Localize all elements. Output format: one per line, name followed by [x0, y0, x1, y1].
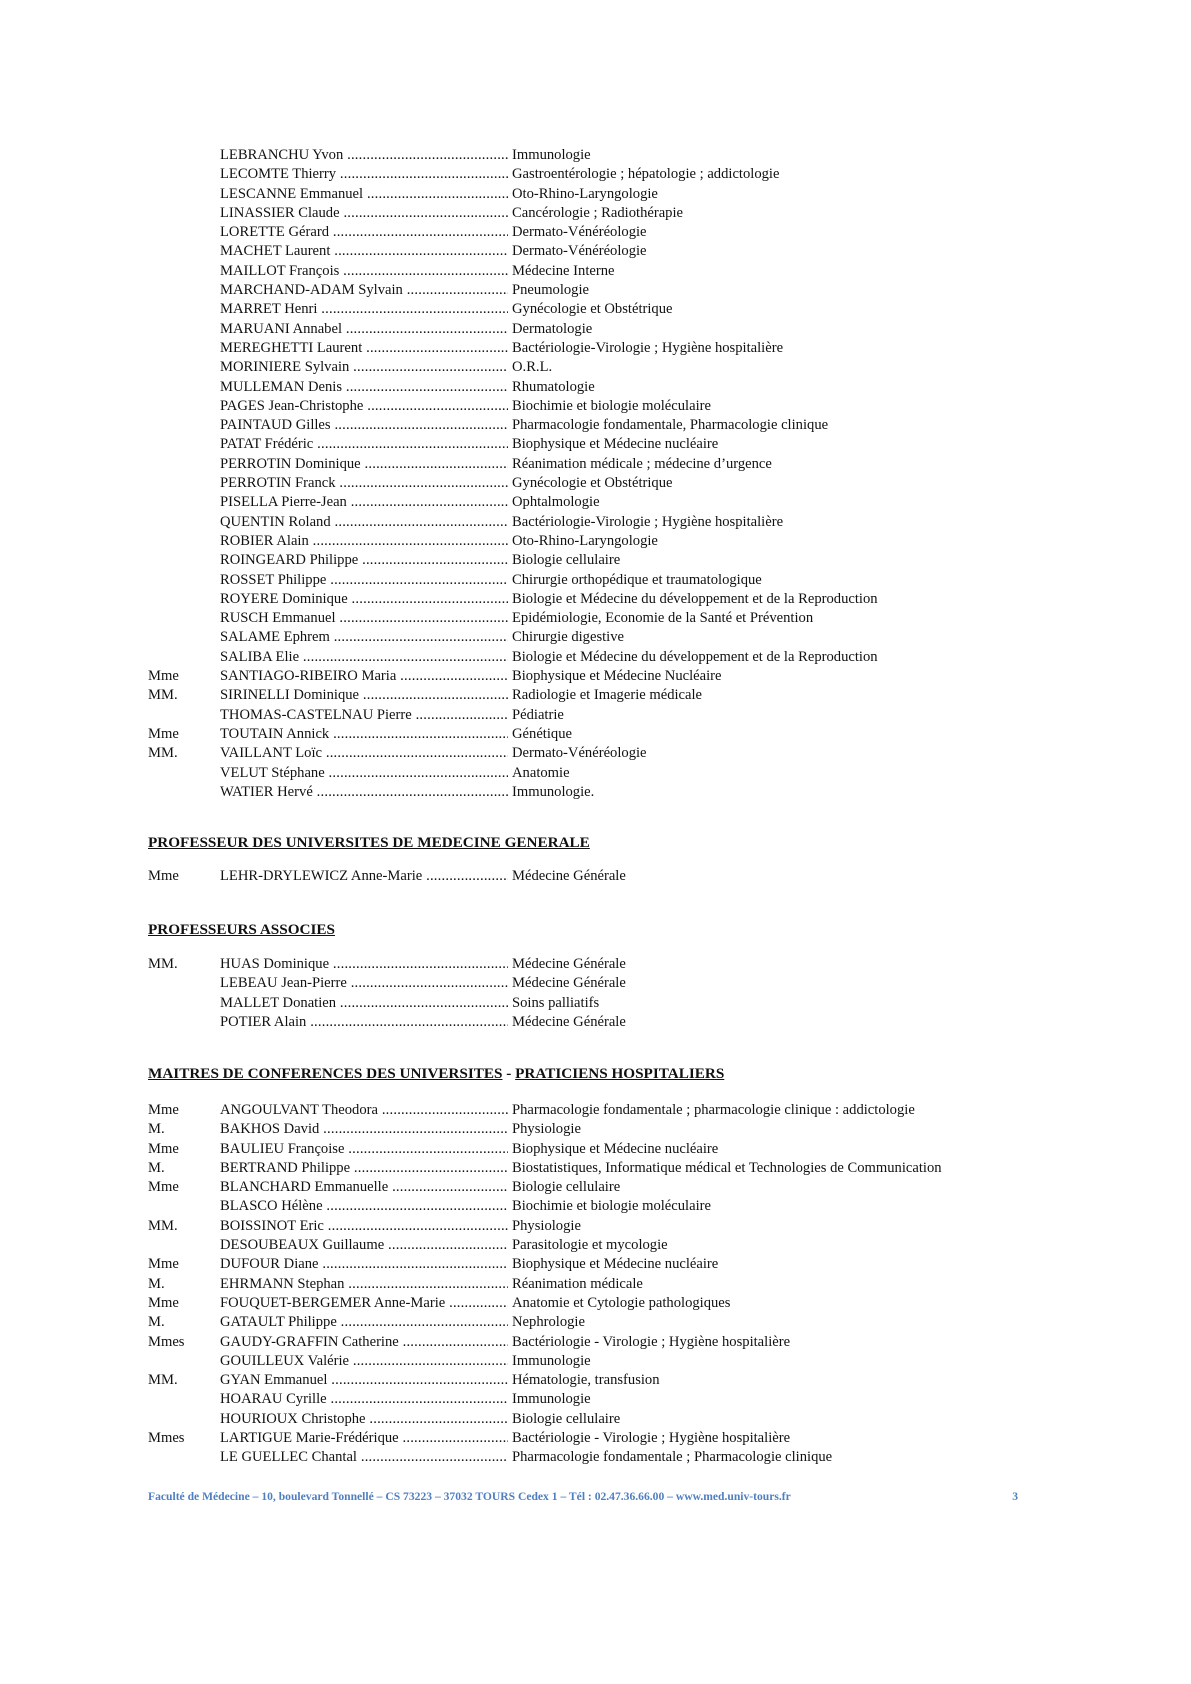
list-item	[148, 609, 1048, 628]
person-name: LECOMTE Thierry .....	[220, 165, 508, 184]
list-item	[148, 974, 1048, 993]
person-name: PATAT Frédéric .....	[220, 435, 508, 454]
person-name: ROINGEARD Philippe .....	[220, 551, 508, 570]
specialty: Physiologie	[512, 1217, 581, 1234]
list-item	[148, 1410, 1048, 1429]
list-item	[148, 648, 1048, 667]
professor-list	[148, 146, 1048, 802]
specialty: Biophysique et Médecine nucléaire	[512, 1256, 719, 1273]
heading-separator: -	[502, 1065, 516, 1082]
honorific: MM.	[148, 1217, 178, 1234]
specialty: Chirurgie digestive	[512, 629, 625, 646]
specialty: Biochimie et biologie moléculaire	[512, 397, 711, 414]
list-item	[148, 1013, 1048, 1032]
specialty: Biophysique et Médecine nucléaire	[512, 436, 719, 453]
specialty: Biostatistiques, Informatique médical et Technologies de Communication	[512, 1159, 942, 1176]
specialty: Réanimation médicale	[512, 1275, 643, 1292]
associate-professor-list	[148, 955, 1048, 1032]
medecine-generale-list	[148, 867, 1048, 886]
specialty: Immunologie.	[512, 783, 595, 800]
list-item	[148, 1294, 1048, 1313]
list-item	[148, 358, 1048, 377]
list-item	[148, 1255, 1048, 1274]
person-name: ROYERE Dominique .....	[220, 590, 508, 609]
person-name: QUENTIN Roland .....	[220, 513, 508, 532]
list-item	[148, 1275, 1048, 1294]
honorific: Mme	[148, 668, 179, 685]
person-name: GATAULT Philippe .....	[220, 1313, 508, 1332]
list-item	[148, 1120, 1048, 1139]
person-name: MARCHAND-ADAM Sylvain .....	[220, 281, 508, 300]
list-item	[148, 416, 1048, 435]
specialty: Biologie cellulaire	[512, 1410, 621, 1427]
section-heading-professeurs-associes	[148, 921, 335, 939]
specialty: Génétique	[512, 725, 572, 742]
honorific: Mmes	[148, 1430, 185, 1447]
list-item	[148, 300, 1048, 319]
list-item	[148, 783, 1048, 802]
person-name: HUAS Dominique .....	[220, 955, 508, 974]
list-item	[148, 1101, 1048, 1120]
specialty: Anatomie	[512, 764, 570, 781]
person-name: THOMAS-CASTELNAU Pierre .....	[220, 706, 508, 725]
specialty: Réanimation médicale ; médecine d’urgence	[512, 455, 772, 472]
specialty: Immunologie	[512, 1352, 591, 1369]
person-name: ROBIER Alain .....	[220, 532, 508, 551]
specialty: Biologie cellulaire	[512, 1179, 621, 1196]
person-name: MORINIERE Sylvain .....	[220, 358, 508, 377]
honorific: MM.	[148, 1372, 178, 1389]
specialty: Pneumologie	[512, 282, 590, 299]
list-item	[148, 867, 1048, 886]
person-name: POTIER Alain .....	[220, 1013, 508, 1032]
specialty: Médecine Interne	[512, 262, 615, 279]
list-item	[148, 223, 1048, 242]
person-name: LEHR-DRYLEWICZ Anne-Marie .....	[220, 867, 508, 886]
honorific: MM.	[148, 745, 178, 762]
honorific: Mme	[148, 1256, 179, 1273]
specialty: Biologie et Médecine du développement et de la Reproduction	[512, 648, 878, 665]
list-item	[148, 397, 1048, 416]
list-item	[148, 1352, 1048, 1371]
footer-address: Faculté de Médecine – 10, boulevard Tonnellé – CS 73223 – 37032 TOURS Cedex 1 – Tél : 02.47.36.66.00 – www.med.univ-tours.fr	[148, 1490, 791, 1503]
person-name: BAULIEU Françoise .....	[220, 1140, 508, 1159]
specialty: Biologie et Médecine du développement et de la Reproduction	[512, 590, 878, 607]
heading-text: PROFESSEURS ASSOCIES	[148, 921, 335, 938]
honorific: M.	[148, 1121, 165, 1138]
person-name: MAILLOT François .....	[220, 262, 508, 281]
specialty: Hématologie, transfusion	[512, 1372, 660, 1389]
specialty: Pharmacologie fondamentale ; Pharmacologie clinique	[512, 1449, 833, 1466]
person-name: LEBRANCHU Yvon .....	[220, 146, 508, 165]
list-item	[148, 435, 1048, 454]
list-item	[148, 1236, 1048, 1255]
specialty: Gastroentérologie ; hépatologie ; addictologie	[512, 166, 780, 183]
specialty: Cancérologie ; Radiothérapie	[512, 204, 684, 221]
specialty: Rhumatologie	[512, 378, 595, 395]
list-item	[148, 185, 1048, 204]
specialty: O.R.L.	[512, 359, 553, 376]
specialty: Dermato-Vénéréologie	[512, 243, 647, 260]
list-item	[148, 146, 1048, 165]
person-name: ANGOULVANT Theodora .....	[220, 1101, 508, 1120]
list-item	[148, 493, 1048, 512]
list-item	[148, 455, 1048, 474]
honorific: M.	[148, 1275, 165, 1292]
list-item	[148, 1313, 1048, 1332]
specialty: Bactériologie - Virologie ; Hygiène hospitalière	[512, 1333, 791, 1350]
person-name: LARTIGUE Marie-Frédérique .....	[220, 1429, 508, 1448]
list-item	[148, 1371, 1048, 1390]
person-name: MARUANI Annabel .....	[220, 320, 508, 339]
person-name: DUFOUR Diane .....	[220, 1255, 508, 1274]
person-name: SALIBA Elie .....	[220, 648, 508, 667]
person-name: LINASSIER Claude .....	[220, 204, 508, 223]
person-name: GOUILLEUX Valérie .....	[220, 1352, 508, 1371]
specialty: Dermato-Vénéréologie	[512, 224, 647, 241]
list-item	[148, 667, 1048, 686]
heading-text: PROFESSEUR DES UNIVERSITES DE MEDECINE GENERALE	[148, 834, 590, 851]
heading-part-1: MAITRES DE CONFERENCES DES UNIVERSITES	[148, 1065, 503, 1082]
person-name: DESOUBEAUX Guillaume .....	[220, 1236, 508, 1255]
list-item	[148, 955, 1048, 974]
specialty: Dermato-Vénéréologie	[512, 745, 647, 762]
specialty: Médecine Générale	[512, 975, 626, 992]
specialty: Ophtalmologie	[512, 494, 600, 511]
specialty: Médecine Générale	[512, 956, 626, 972]
specialty: Médecine Générale	[512, 1013, 626, 1030]
honorific: Mme	[148, 1179, 179, 1196]
list-item	[148, 1390, 1048, 1409]
list-item	[148, 513, 1048, 532]
person-name: SANTIAGO-RIBEIRO Maria .....	[220, 667, 508, 686]
specialty: Immunologie	[512, 147, 591, 163]
person-name: LORETTE Gérard .....	[220, 223, 508, 242]
person-name: MULLEMAN Denis .....	[220, 378, 508, 397]
person-name: ROSSET Philippe .....	[220, 571, 508, 590]
specialty: Biochimie et biologie moléculaire	[512, 1198, 711, 1215]
list-item	[148, 281, 1048, 300]
specialty: Dermatologie	[512, 320, 593, 337]
specialty: Biophysique et Médecine nucléaire	[512, 1140, 719, 1157]
list-item	[148, 262, 1048, 281]
list-item	[148, 628, 1048, 647]
specialty: Bactériologie-Virologie ; Hygiène hospitalière	[512, 339, 784, 356]
specialty: Biologie cellulaire	[512, 552, 621, 569]
person-name: LESCANNE Emmanuel .....	[220, 185, 508, 204]
list-item	[148, 1178, 1048, 1197]
specialty: Bactériologie - Virologie ; Hygiène hospitalière	[512, 1430, 791, 1447]
specialty: Pharmacologie fondamentale, Pharmacologie clinique	[512, 417, 829, 434]
honorific: Mme	[148, 725, 179, 742]
person-name: MALLET Donatien .....	[220, 994, 508, 1013]
person-name: PERROTIN Dominique .....	[220, 455, 508, 474]
person-name: FOUQUET-BERGEMER Anne-Marie .....	[220, 1294, 508, 1313]
list-item	[148, 1159, 1048, 1178]
honorific: MM.	[148, 687, 178, 704]
specialty: Pharmacologie fondamentale ; pharmacologie clinique : addictologie	[512, 1102, 915, 1118]
person-name: EHRMANN Stephan .....	[220, 1275, 508, 1294]
list-item	[148, 764, 1048, 783]
specialty: Gynécologie et Obstétrique	[512, 475, 673, 492]
person-name: LE GUELLEC Chantal .....	[220, 1448, 508, 1467]
page-footer	[148, 1490, 1018, 1503]
list-item	[148, 532, 1048, 551]
person-name: TOUTAIN Annick .....	[220, 725, 508, 744]
specialty: Epidémiologie, Economie de la Santé et Prévention	[512, 610, 814, 627]
list-item	[148, 320, 1048, 339]
section-heading-medecine-generale	[148, 834, 590, 852]
person-name: WATIER Hervé .....	[220, 783, 508, 802]
honorific: Mme	[148, 1294, 179, 1311]
list-item	[148, 686, 1048, 705]
person-name: BERTRAND Philippe .....	[220, 1159, 508, 1178]
person-name: PERROTIN Franck .....	[220, 474, 508, 493]
specialty: Physiologie	[512, 1121, 581, 1138]
person-name: VAILLANT Loïc .....	[220, 744, 508, 763]
list-item	[148, 1333, 1048, 1352]
page-number: 3	[1012, 1490, 1018, 1503]
list-item	[148, 725, 1048, 744]
specialty: Parasitologie et mycologie	[512, 1237, 668, 1254]
honorific: MM.	[148, 956, 178, 972]
person-name: VELUT Stéphane .....	[220, 764, 508, 783]
list-item	[148, 1140, 1048, 1159]
honorific: Mme	[148, 868, 179, 884]
list-item	[148, 242, 1048, 261]
specialty: Chirurgie orthopédique et traumatologique	[512, 571, 762, 588]
honorific: M.	[148, 1159, 165, 1176]
person-name: MEREGHETTI Laurent .....	[220, 339, 508, 358]
list-item	[148, 165, 1048, 184]
specialty: Radiologie et Imagerie médicale	[512, 687, 703, 704]
honorific: Mme	[148, 1102, 179, 1118]
person-name: GYAN Emmanuel .....	[220, 1371, 508, 1390]
list-item	[148, 1429, 1048, 1448]
lecturer-list	[148, 1101, 1048, 1468]
person-name: BAKHOS David .....	[220, 1120, 508, 1139]
person-name: HOURIOUX Christophe .....	[220, 1410, 508, 1429]
list-item	[148, 378, 1048, 397]
section-heading-maitres-de-conferences	[148, 1065, 724, 1083]
person-name: LEBEAU Jean-Pierre .....	[220, 974, 508, 993]
list-item	[148, 994, 1048, 1013]
list-item	[148, 744, 1048, 763]
specialty: Médecine Générale	[512, 868, 626, 884]
person-name: MARRET Henri .....	[220, 300, 508, 319]
list-item	[148, 1448, 1048, 1467]
specialty: Pédiatrie	[512, 706, 564, 723]
person-name: BLANCHARD Emmanuelle .....	[220, 1178, 508, 1197]
list-item	[148, 571, 1048, 590]
person-name: PAGES Jean-Christophe .....	[220, 397, 508, 416]
person-name: MACHET Laurent .....	[220, 242, 508, 261]
specialty: Nephrologie	[512, 1314, 585, 1331]
specialty: Biophysique et Médecine Nucléaire	[512, 668, 722, 685]
honorific: Mme	[148, 1140, 179, 1157]
list-item	[148, 590, 1048, 609]
person-name: RUSCH Emmanuel .....	[220, 609, 508, 628]
honorific: Mmes	[148, 1333, 185, 1350]
list-item	[148, 204, 1048, 223]
person-name: SIRINELLI Dominique .....	[220, 686, 508, 705]
list-item	[148, 706, 1048, 725]
heading-part-2: PRATICIENS HOSPITALIERS	[515, 1065, 725, 1082]
honorific: M.	[148, 1314, 165, 1331]
person-name: BLASCO Hélène .....	[220, 1197, 508, 1216]
person-name: PAINTAUD Gilles .....	[220, 416, 508, 435]
list-item	[148, 551, 1048, 570]
specialty: Soins palliatifs	[512, 994, 600, 1011]
person-name: HOARAU Cyrille .....	[220, 1390, 508, 1409]
list-item	[148, 1197, 1048, 1216]
specialty: Immunologie	[512, 1391, 591, 1408]
specialty: Bactériologie-Virologie ; Hygiène hospitalière	[512, 513, 784, 530]
specialty: Oto-Rhino-Laryngologie	[512, 185, 658, 202]
person-name: BOISSINOT Eric .....	[220, 1217, 508, 1236]
list-item	[148, 339, 1048, 358]
list-item	[148, 474, 1048, 493]
specialty: Oto-Rhino-Laryngologie	[512, 532, 658, 549]
person-name: GAUDY-GRAFFIN Catherine .....	[220, 1333, 508, 1352]
person-name: PISELLA Pierre-Jean .....	[220, 493, 508, 512]
list-item	[148, 1217, 1048, 1236]
person-name: SALAME Ephrem .....	[220, 628, 508, 647]
specialty: Gynécologie et Obstétrique	[512, 301, 673, 318]
specialty: Anatomie et Cytologie pathologiques	[512, 1294, 731, 1311]
